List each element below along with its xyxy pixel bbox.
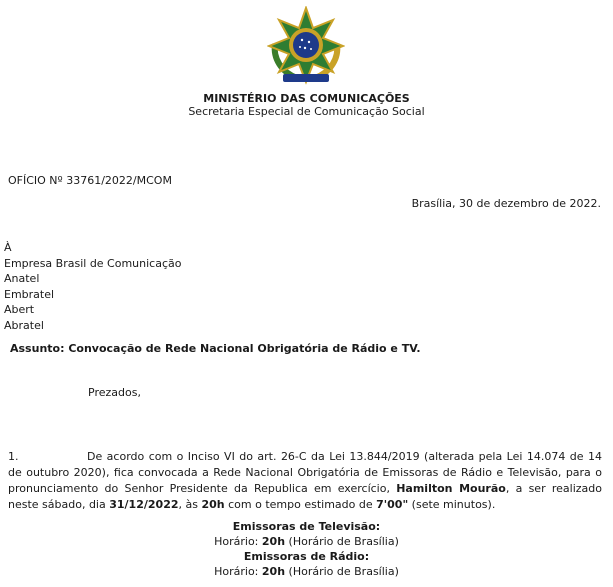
ministry-title: MINISTÉRIO DAS COMUNICAÇÕES bbox=[203, 92, 410, 105]
body-paragraph bbox=[8, 449, 602, 513]
recipient-abratel: Abratel bbox=[4, 319, 44, 332]
paragraph-text-2: , a ser realizado neste sábado, dia bbox=[8, 482, 602, 511]
radio-schedule-title: Emissoras de Rádio: bbox=[243, 550, 370, 563]
recipient-ebc: Empresa Brasil de Comunicação bbox=[4, 257, 182, 270]
subject-line: Assunto: Convocação de Rede Nacional Obrigatória de Rádio e TV. bbox=[10, 342, 421, 355]
tv-schedule-time bbox=[0, 534, 613, 549]
recipient-anatel: Anatel bbox=[4, 272, 40, 285]
tv-time-note: (Horário de Brasília) bbox=[285, 535, 399, 548]
place-date: Brasília, 30 de dezembro de 2022. bbox=[411, 197, 601, 210]
broadcast-date: 31/12/2022 bbox=[109, 498, 179, 511]
radio-schedule-time bbox=[0, 564, 613, 579]
radio-time-note: (Horário de Brasília) bbox=[285, 565, 399, 578]
broadcast-duration: 7'00" bbox=[376, 498, 409, 511]
greeting: Prezados, bbox=[88, 386, 141, 399]
recipient-abert: Abert bbox=[4, 303, 35, 316]
recipient-embratel: Embratel bbox=[4, 288, 55, 301]
oficio-number: OFÍCIO Nº 33761/2022/MCOM bbox=[8, 174, 172, 187]
radio-time-label: Horário: bbox=[214, 565, 262, 578]
secretariat-subtitle: Secretaria Especial de Comunicação Social bbox=[188, 105, 425, 118]
brazil-coat-of-arms-icon bbox=[267, 6, 345, 86]
to-label: À bbox=[4, 241, 12, 254]
paragraph-text-3: , às bbox=[178, 498, 202, 511]
tv-time-value: 20h bbox=[261, 535, 286, 548]
paragraph-text-4: com o tempo estimado de bbox=[224, 498, 377, 511]
tv-time-label: Horário: bbox=[214, 535, 262, 548]
paragraph-text-5: (sete minutos). bbox=[408, 498, 496, 511]
paragraph-text-1: De acordo com o Inciso VI do art. 26-C da Lei 13.844/2019 (alterada pela Lei 14.074 de 14 de outubro 2020), fica convocada a Rede Nacional Obrigatória de Emissoras de Rádio e Televisão, para o pronunciamento do Senhor Presidente da Republica em exercício, bbox=[8, 450, 602, 495]
president-name: Hamilton Mourão bbox=[396, 482, 506, 495]
broadcast-time: 20h bbox=[201, 498, 225, 511]
tv-schedule-title: Emissoras de Televisão: bbox=[232, 520, 381, 533]
radio-time-value: 20h bbox=[261, 565, 286, 578]
paragraph-number: 1. bbox=[8, 450, 19, 463]
